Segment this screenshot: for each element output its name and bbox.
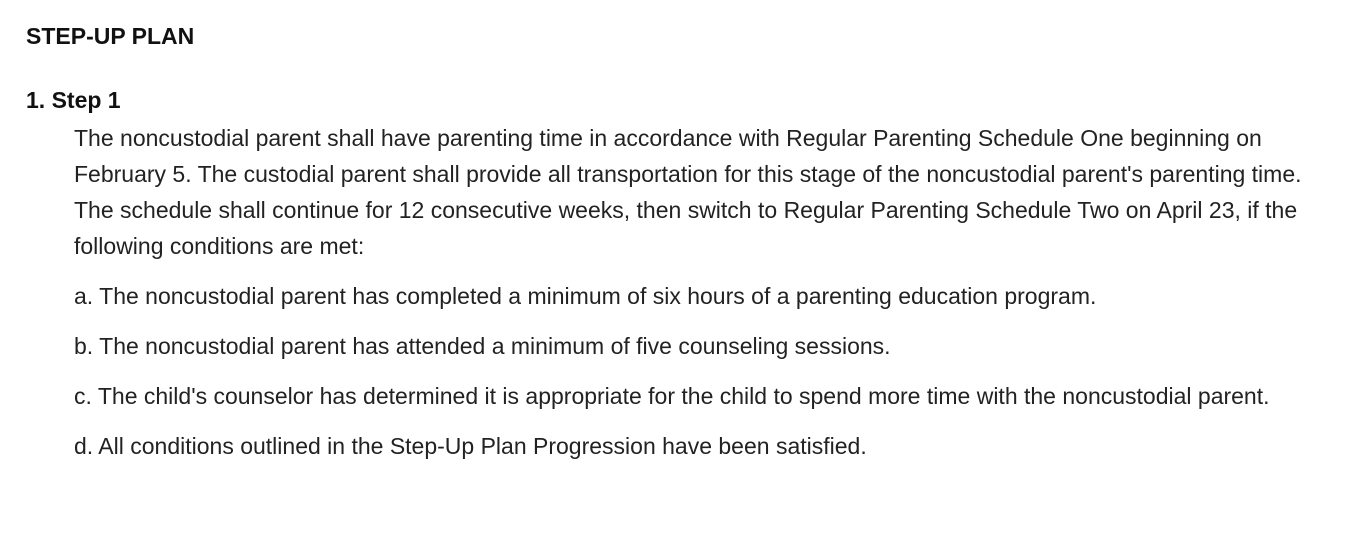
document-title: STEP-UP PLAN <box>26 23 195 49</box>
condition-item-b: b. The noncustodial parent has attended a minimum of five counseling sessions. <box>74 333 891 359</box>
condition-item-d: d. All conditions outlined in the Step-Up Plan Progression have been satisfied. <box>74 433 867 459</box>
section-body <box>74 120 1334 464</box>
condition-item-a: a. The noncustodial parent has completed a minimum of six hours of a parenting education program. <box>74 283 1097 309</box>
condition-item-c: c. The child's counselor has determined it is appropriate for the child to spend more time with the noncustodial parent. <box>74 383 1270 409</box>
step-1-paragraph: The noncustodial parent shall have parenting time in accordance with Regular Parenting Schedule One beginning on February 5. The custodial parent shall provide all transportation for this stage of the noncustodial parent's parenting time. The schedule shall continue for 12 consecutive weeks, then switch to Regular Parenting Schedule Two on April 23, if the following conditions are met: <box>74 125 1302 259</box>
section-heading-step-1: 1. Step 1 <box>26 87 121 113</box>
